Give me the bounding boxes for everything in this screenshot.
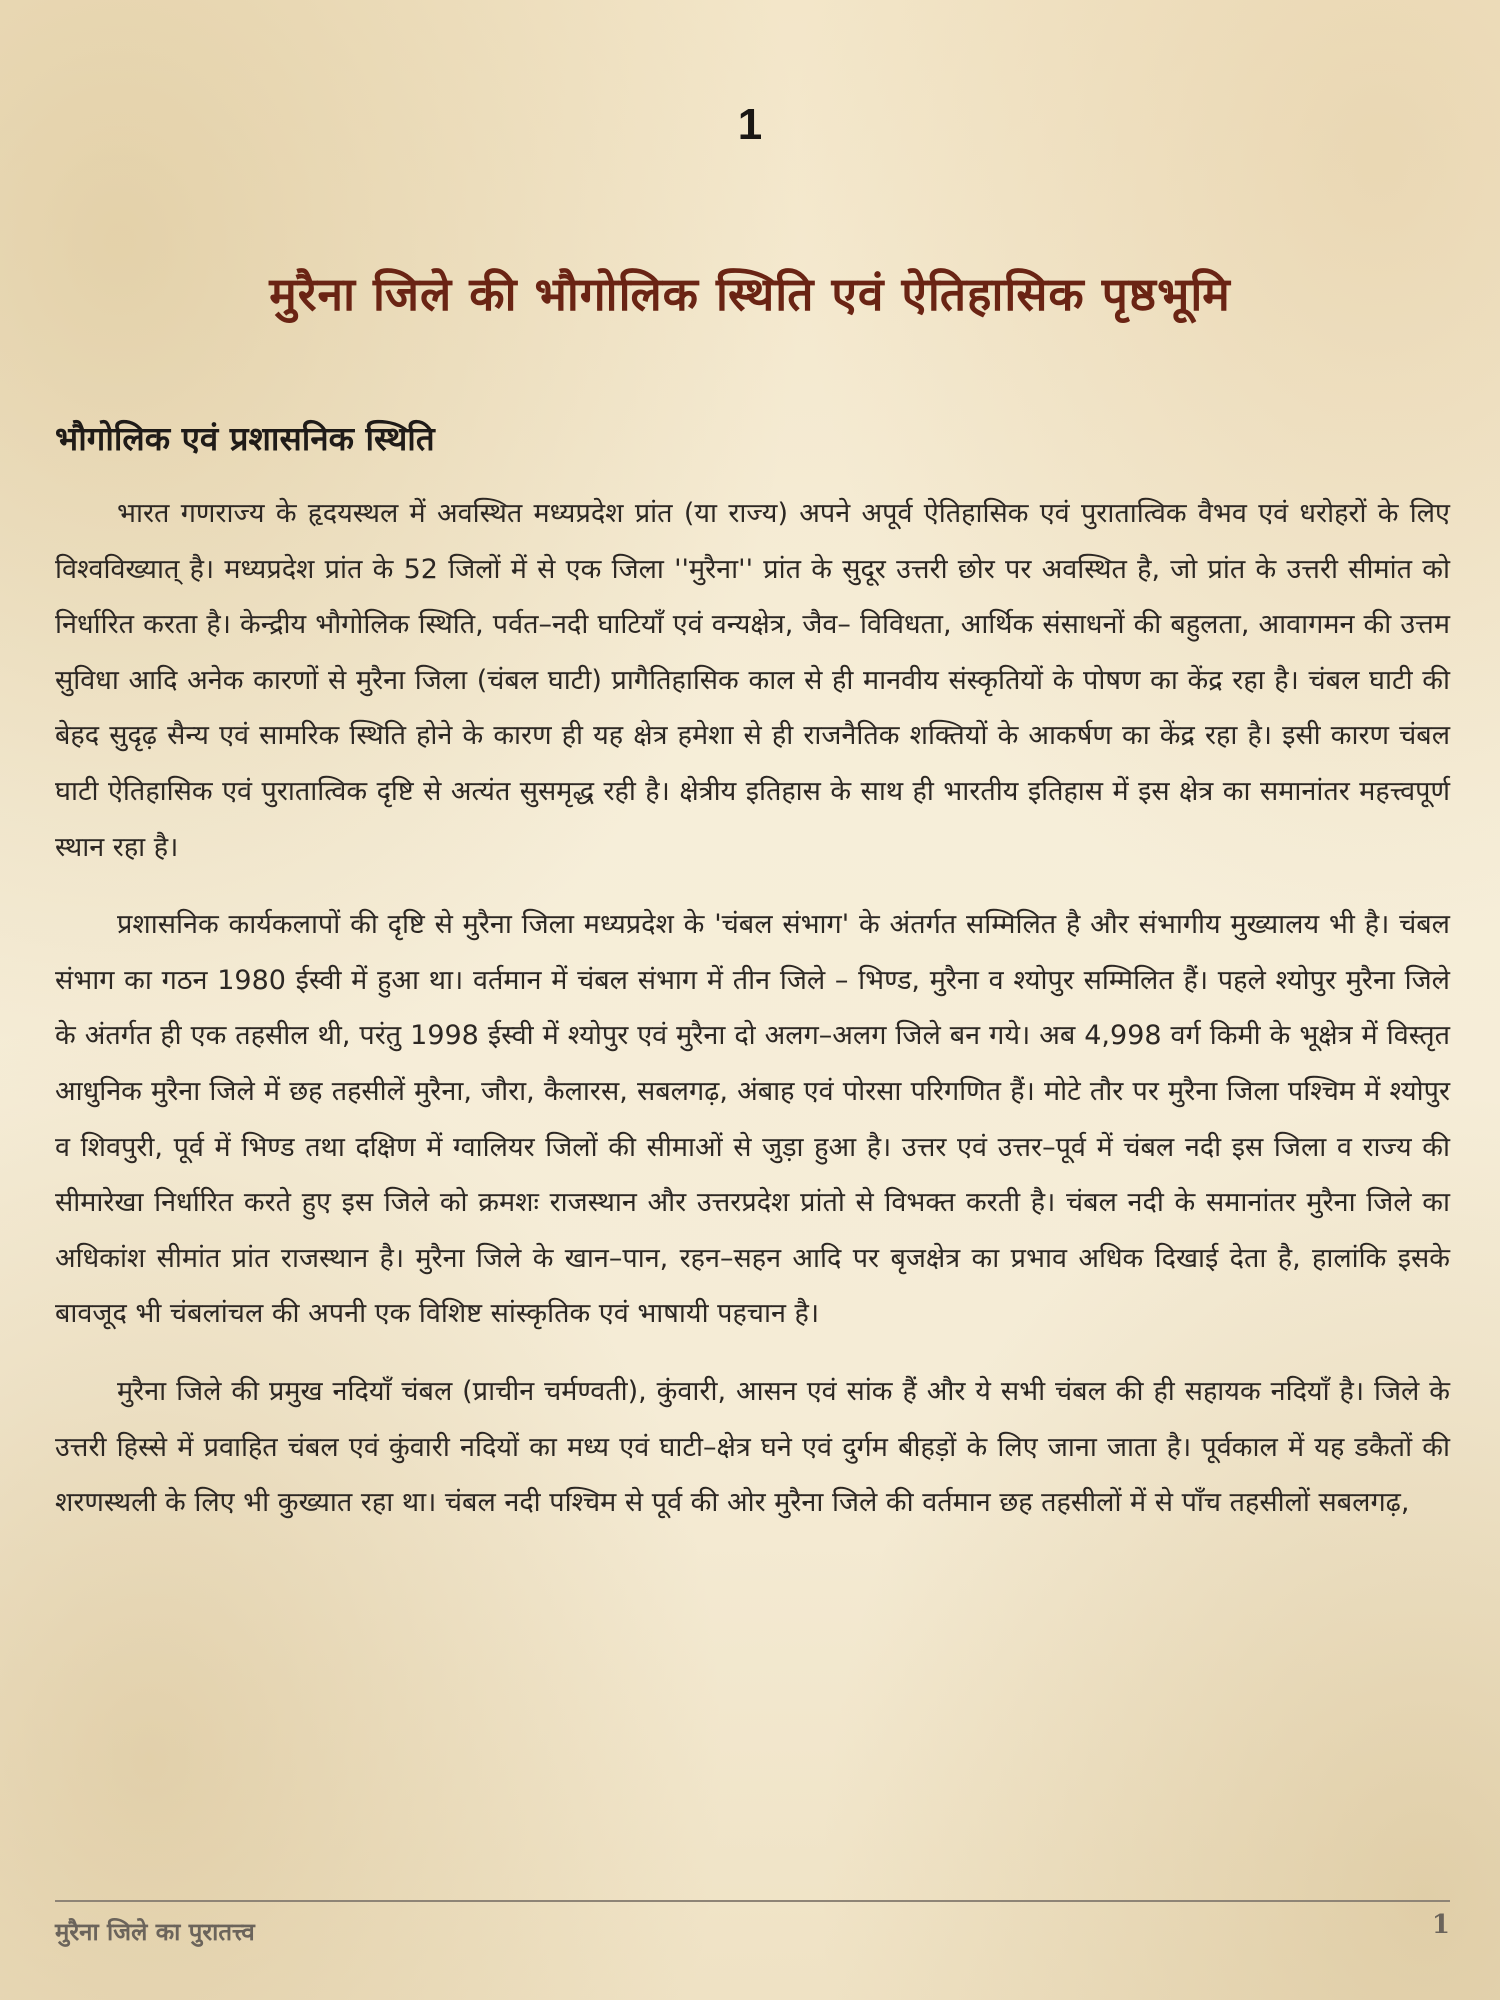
body-text: [55, 486, 1450, 1553]
chapter-number: 1: [737, 100, 763, 149]
footer-divider: [55, 1900, 1450, 1902]
paragraph-2: प्रशासनिक कार्यकलापों की दृष्टि से मुरैना जिला मध्यप्रदेश के 'चंबल संभाग' के अंतर्गत सम्मिलित है और संभागीय मुख्यालय भी है। चंबल संभाग का गठन 1980 ईस्वी में हुआ था। वर्तमान में चंबल संभाग में तीन जिले – भिण्ड, मुरैना व श्योपुर सम्मिलित हैं। पहले श्योपुर मुरैना जिले के अंतर्गत ही एक तहसील थी, परंतु 1998 ईस्वी में श्योपुर एवं मुरैना दो अलग–अलग जिले बन गये। अब 4,998 वर्ग किमी के भूक्षेत्र में विस्तृत आधुनिक मुरैना जिले में छह तहसीलें मुरैना, जौरा, कैलारस, सबलगढ़, अंबाह एवं पोरसा परिगणित हैं। मोटे तौर पर मुरैना जिला पश्चिम में श्योपुर व शिवपुरी, पूर्व में भिण्ड तथा दक्षिण में ग्वालियर जिलों की सीमाओं से जुड़ा हुआ है। उत्तर एवं उत्तर–पूर्व में चंबल नदी इस जिला व राज्य की सीमारेखा निर्धारित करते हुए इस जिले को क्रमशः राजस्थान और उत्तरप्रदेश प्रांतो से विभक्त करती है। चंबल नदी के समानांतर मुरैना जिले का अधिकांश सीमांत प्रांत राजस्थान है। मुरैना जिले के खान–पान, रहन–सहन आदि पर बृजक्षेत्र का प्रभाव अधिक दिखाई देता है, हालांकि इसके बावजूद भी चंबलांचल की अपनी एक विशिष्ट सांस्कृतिक एवं भाषायी पहचान है।: [55, 909, 1450, 1330]
paragraph-1: भारत गणराज्य के हृदयस्थल में अवस्थित मध्यप्रदेश प्रांत (या राज्य) अपने अपूर्व ऐतिहासिक एवं पुरातात्विक वैभव एवं धरोहरों के लिए विश्वविख्यात् है। मध्यप्रदेश प्रांत के 52 जिलों में से एक जिला ''मुरैना'' प्रांत के सुदूर उत्तरी छोर पर अवस्थित है, जो प्रांत के उत्तरी सीमांत को निर्धारित करता है। केन्द्रीय भौगोलिक स्थिति, पर्वत–नदी घाटियाँ एवं वन्यक्षेत्र, जैव– विविधता, आर्थिक संसाधनों की बहुलता, आवागमन की उत्तम सुविधा आदि अनेक कारणों से मुरैना जिला (चंबल घाटी) प्रागैतिहासिक काल से ही मानवीय संस्कृतियों के पोषण का केंद्र रहा है। चंबल घाटी की बेहद सुदृढ़ सैन्य एवं सामरिक स्थिति होने के कारण ही यह क्षेत्र हमेशा से ही राजनैतिक शक्तियों के आकर्षण का केंद्र रहा है। इसी कारण चंबल घाटी ऐतिहासिक एवं पुरातात्विक दृष्टि से अत्यंत सुसमृद्ध रही है। क्षेत्रीय इतिहास के साथ ही भारतीय इतिहास में इस क्षेत्र का समानांतर महत्त्वपूर्ण स्थान रहा है।: [55, 498, 1450, 863]
paragraph-3: मुरैना जिले की प्रमुख नदियाँ चंबल (प्राचीन चर्मण्वती), कुंवारी, आसन एवं सांक हैं और ये सभी चंबल की ही सहायक नदियाँ है। जिले के उत्तरी हिस्से में प्रवाहित चंबल एवं कुंवारी नदियों का मध्य एवं घाटी–क्षेत्र घने एवं दुर्गम बीहड़ों के लिए जाना जाता है। पूर्वकाल में यह डकैतों की शरणस्थली के लिए भी कुख्यात रहा था। चंबल नदी पश्चिम से पूर्व की ओर मुरैना जिले की वर्तमान छह तहसीलों में से पाँच तहसीलों सबलगढ़,: [55, 1375, 1450, 1519]
footer-page-number: 1: [1431, 1910, 1450, 1940]
section-heading: भौगोलिक एवं प्रशासनिक स्थिति: [55, 419, 435, 458]
footer-book-title: मुरैना जिले का पुरातत्त्व: [55, 1918, 255, 1946]
chapter-title: मुरैना जिले की भौगोलिक स्थिति एवं ऐतिहासिक पृष्ठभूमि: [269, 267, 1231, 321]
